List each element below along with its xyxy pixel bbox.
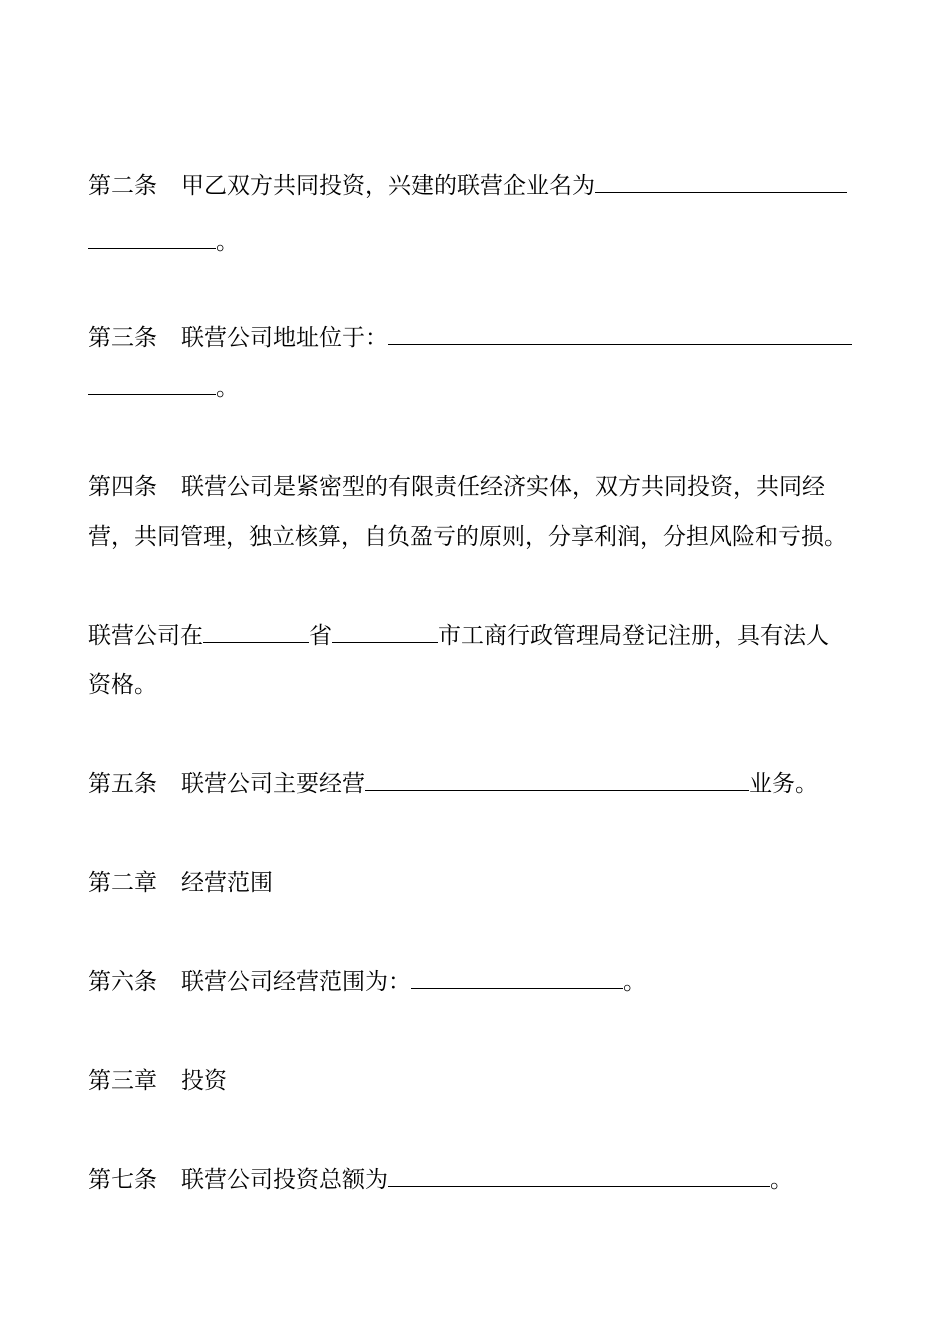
province-label: 省 — [309, 623, 332, 649]
article-number: 第二条 — [88, 173, 157, 199]
article-4-line1 — [88, 472, 825, 502]
article-text: 联营公司主要经营 — [181, 771, 365, 797]
fill-blank-city[interactable] — [332, 620, 438, 643]
registration-line1 — [88, 620, 829, 651]
registration-text: 联营公司在 — [88, 623, 203, 649]
article-text: 联营公司地址位于： — [181, 325, 388, 351]
article-7 — [88, 1164, 793, 1195]
article-3-line2 — [88, 372, 239, 403]
article-text-cont: 营，共同管理，独立核算，自负盈亏的原则，分享利润，分担风险和亏损。 — [88, 524, 847, 550]
period: 。 — [770, 1167, 793, 1193]
article-5 — [88, 768, 818, 799]
chapter-3-heading — [88, 1066, 227, 1096]
fill-blank-address-cont[interactable] — [88, 372, 216, 395]
period: 。 — [216, 229, 239, 255]
fill-blank-company-name[interactable] — [595, 170, 847, 193]
article-text: 联营公司经营范围为： — [181, 969, 411, 995]
chapter-title: 经营范围 — [181, 870, 273, 896]
chapter-title: 投资 — [181, 1068, 227, 1094]
period: 。 — [623, 969, 646, 995]
chapter-2-heading — [88, 868, 273, 898]
article-number: 第四条 — [88, 474, 157, 500]
article-text: 甲乙双方共同投资，兴建的联营企业名为 — [181, 173, 595, 199]
article-2-line1 — [88, 170, 847, 201]
article-number: 第六条 — [88, 969, 157, 995]
article-number: 第五条 — [88, 771, 157, 797]
article-6 — [88, 966, 646, 997]
article-2-line2 — [88, 226, 239, 257]
fill-blank-total-investment[interactable] — [388, 1164, 770, 1187]
article-number: 第七条 — [88, 1167, 157, 1193]
registration-line2 — [88, 670, 157, 700]
fill-blank-business-scope[interactable] — [411, 966, 623, 989]
registration-text-cont: 市工商行政管理局登记注册，具有法人 — [438, 623, 829, 649]
registration-text-end: 资格。 — [88, 672, 157, 698]
chapter-number: 第二章 — [88, 870, 157, 896]
period: 。 — [216, 375, 239, 401]
article-4-line2 — [88, 522, 847, 552]
fill-blank-company-name-cont[interactable] — [88, 226, 216, 249]
article-text-end: 业务。 — [749, 771, 818, 797]
article-3-line1 — [88, 322, 852, 353]
fill-blank-address[interactable] — [388, 322, 852, 345]
fill-blank-province[interactable] — [203, 620, 309, 643]
chapter-number: 第三章 — [88, 1068, 157, 1094]
article-number: 第三条 — [88, 325, 157, 351]
article-text: 联营公司投资总额为 — [181, 1167, 388, 1193]
fill-blank-main-business[interactable] — [365, 768, 749, 791]
article-text: 联营公司是紧密型的有限责任经济实体，双方共同投资，共同经 — [181, 474, 825, 500]
